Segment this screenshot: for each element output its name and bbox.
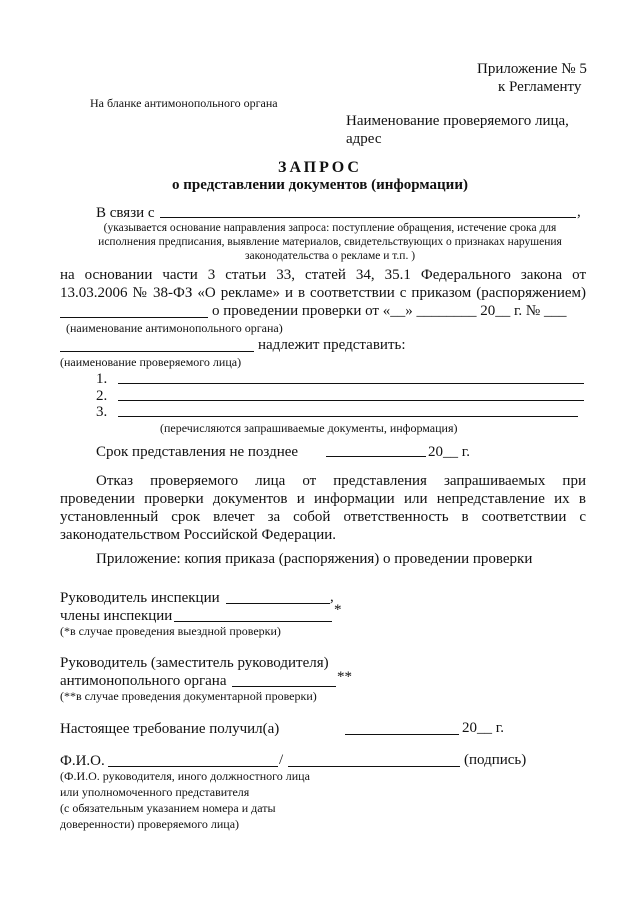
signature-label: (подпись)	[464, 752, 527, 768]
authority-hint: (наименование антимонопольного органа)	[66, 321, 283, 335]
law-line-2: 13.03.2006 № 38-ФЗ «О рекламе» и в соответствии с приказом (распоряжением)	[60, 285, 586, 301]
letterhead-note: На бланке антимонопольного органа	[90, 96, 278, 110]
attachment-note: Приложение: копия приказа (распоряжения) о проведении проверки	[96, 551, 533, 567]
law-line-1: на основании части 3 статьи 33, статей 34, 35.1 Федерального закона от	[60, 267, 586, 283]
list-item-1-blank	[118, 383, 584, 384]
must-submit-label: надлежит представить:	[258, 337, 406, 353]
fio-note-4: доверенности) проверяемого лица)	[60, 817, 240, 831]
list-item-2-blank	[118, 400, 584, 401]
fio-slash: /	[279, 752, 284, 768]
in-connection-label: В связи с	[96, 205, 155, 221]
star-marker-1: *	[334, 602, 342, 618]
signature-blank	[288, 766, 460, 767]
head-authority-label-1: Руководитель (заместитель руководителя)	[60, 655, 329, 671]
basis-blank	[160, 217, 576, 218]
field-inspection-note: (*в случае проведения выездной проверки)	[60, 624, 281, 638]
addressee-name: Наименование проверяемого лица,	[346, 113, 569, 129]
list-item-2-number: 2.	[96, 388, 108, 404]
fio-note-3: (с обязательным указанием номера и даты	[60, 801, 276, 815]
received-year: 20__ г.	[462, 720, 504, 736]
deadline-year: 20__ г.	[428, 444, 470, 460]
head-inspection-comma: ,	[330, 589, 334, 605]
fio-note-1: (Ф.И.О. руководителя, иного должностного лица	[60, 769, 310, 783]
head-inspection-label: Руководитель инспекции	[60, 590, 220, 606]
list-item-1-number: 1.	[96, 371, 108, 387]
entity-hint: (наименование проверяемого лица)	[60, 355, 242, 369]
star-marker-2: **	[337, 669, 352, 685]
basis-hint-2: исполнения предписания, выявление материалов, свидетельствующих о признаках нарушения	[98, 236, 562, 248]
documents-hint: (перечисляются запрашиваемые документы, информация)	[160, 421, 458, 435]
list-item-3-number: 3.	[96, 404, 108, 420]
refusal-line-2: проведении проверки документов и информации или непредставление их в	[60, 491, 586, 507]
head-inspection-blank	[226, 603, 330, 604]
deadline-label: Срок представления не позднее	[96, 444, 299, 460]
addressee-address: адрес	[346, 131, 382, 147]
refusal-line-1: Отказ проверяемого лица от представления запрашиваемых при	[96, 473, 586, 489]
documentary-inspection-note: (**в случае проведения документарной проверки)	[60, 689, 317, 703]
received-date-blank	[345, 734, 459, 735]
document-title: ЗАПРОС	[278, 159, 362, 176]
comma: ,	[577, 204, 581, 220]
regulation-reference: к Регламенту	[498, 79, 582, 95]
document-subtitle: о представлении документов (информации)	[172, 177, 468, 193]
fio-note-2: или уполномоченного представителя	[60, 785, 250, 799]
authority-blank	[60, 317, 208, 318]
head-authority-blank	[232, 686, 336, 687]
members-inspection-label: члены инспекции	[60, 608, 173, 624]
fio-blank	[108, 766, 278, 767]
deadline-blank	[326, 456, 426, 457]
received-label: Настоящее требование получил(а)	[60, 721, 280, 737]
basis-hint-3: законодательства о рекламе и т.п. )	[244, 250, 416, 262]
refusal-line-4: законодательством Российской Федерации.	[60, 527, 337, 543]
fio-label: Ф.И.О.	[60, 753, 105, 769]
members-inspection-blank	[174, 621, 332, 622]
appendix-number: Приложение № 5	[477, 61, 587, 77]
list-item-3-blank	[118, 416, 578, 417]
basis-hint-1: (указывается основание направления запроса: поступление обращения, истечение срока для	[103, 222, 557, 234]
entity-blank	[60, 351, 254, 352]
head-authority-label-2: антимонопольного органа	[60, 673, 227, 689]
order-line: о проведении проверки от «__» ________ 20__ г. № ___	[212, 303, 567, 319]
refusal-line-3: установленный срок влечет за собой ответственность в соответствии с	[60, 509, 586, 525]
